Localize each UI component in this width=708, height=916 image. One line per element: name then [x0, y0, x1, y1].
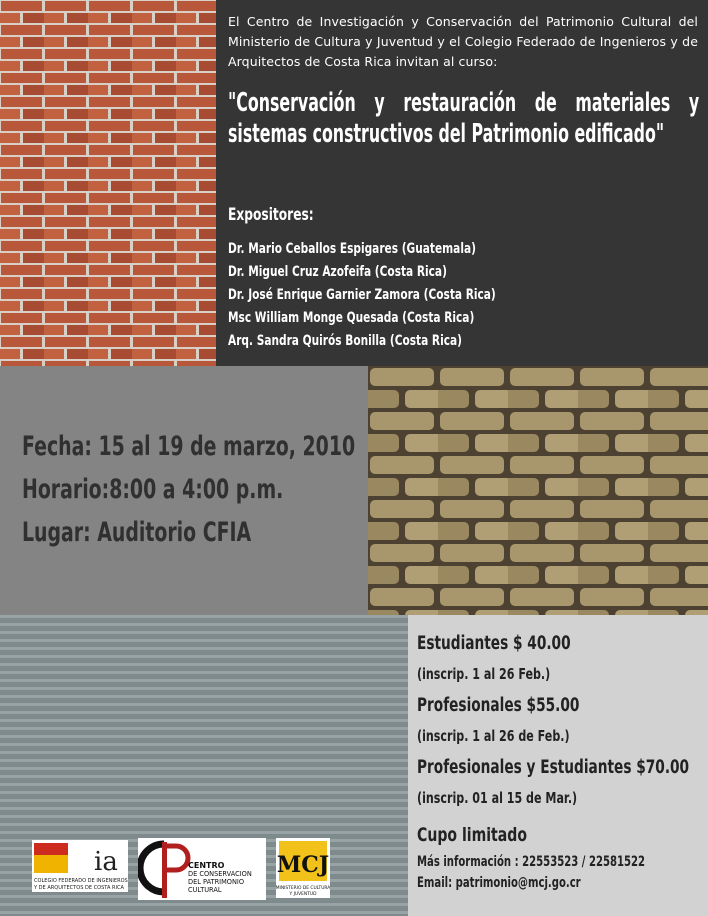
- price-students: Estudiantes $ 40.00: [417, 633, 571, 654]
- expositores-heading: Expositores:: [228, 205, 314, 225]
- ccpc-logo: [138, 838, 266, 900]
- limited-seats: Cupo limitado: [417, 824, 527, 846]
- speaker-item: Arq. Sandra Quirós Bonilla (Costa Rica): [228, 333, 462, 349]
- mcj-logo-text-2: Y JUVENTUD: [289, 892, 317, 897]
- cfia-logo: [32, 840, 128, 892]
- ccpc-logo-text-3: DEL PATRIMONIO: [188, 878, 245, 886]
- price-professionals: Profesionales $55.00: [417, 695, 580, 716]
- ccpc-logo-text-2: DE CONSERVACION: [188, 870, 252, 878]
- phone-info: Más información : 22553523 / 22581522: [417, 854, 646, 870]
- cfia-logo-text-1: COLEGIO FEDERADO DE INGENIEROS: [34, 878, 128, 884]
- price-students-registration: (inscrip. 1 al 26 Feb.): [417, 665, 551, 683]
- event-date: Fecha: 15 al 19 de marzo, 2010: [22, 431, 356, 462]
- email-info: Email: patrimonio@mcj.go.cr: [417, 875, 581, 891]
- cfia-logo-mark: ia: [94, 847, 118, 877]
- price-both-registration: (inscrip. 01 al 15 de Mar.): [417, 789, 578, 807]
- intro-text: El Centro de Investigación y Conservación del Patrimonio Cultural del Ministerio de Cultura y Juventud y el Colegio Federado de Ingenieros y de Arquitectos de Costa Rica invitan al curso:: [228, 14, 698, 69]
- cfia-logo-text-2: Y DE ARQUITECTOS DE COSTA RICA: [34, 885, 124, 891]
- mcj-logo-text-1: MINISTERIO DE CULTURA: [276, 886, 330, 891]
- ccpc-logo-text-1: CENTRO: [188, 861, 225, 870]
- speaker-item: Dr. José Enrique Garnier Zamora (Costa Rica): [228, 287, 496, 303]
- adobe-wall-image: [368, 366, 708, 615]
- price-professionals-registration: (inscrip. 1 al 26 de Feb.): [417, 727, 570, 745]
- event-location: Lugar: Auditorio CFIA: [22, 517, 252, 548]
- price-both: Profesionales y Estudiantes $70.00: [417, 757, 690, 778]
- speaker-list: [228, 238, 496, 353]
- ccpc-logo-mark: CP: [138, 838, 140, 839]
- event-details: [22, 425, 355, 554]
- event-schedule: Horario:8:00 a 4:00 p.m.: [22, 474, 284, 505]
- mcj-logo: [276, 838, 330, 898]
- speaker-item: Msc William Monge Quesada (Costa Rica): [228, 310, 475, 326]
- mcj-logo-mark: MCJ: [276, 852, 330, 878]
- price-list: [417, 628, 689, 814]
- course-title: "Conservación y restauración de materiales y sistemas constructivos del Patrimonio edificado": [228, 88, 700, 149]
- speaker-item: Dr. Miguel Cruz Azofeifa (Costa Rica): [228, 264, 447, 280]
- brick-wall-image: [0, 0, 216, 366]
- ccpc-logo-text-4: CULTURAL: [188, 886, 222, 894]
- speaker-item: Dr. Mario Ceballos Espigares (Guatemala): [228, 241, 476, 257]
- contact-info: [417, 852, 645, 894]
